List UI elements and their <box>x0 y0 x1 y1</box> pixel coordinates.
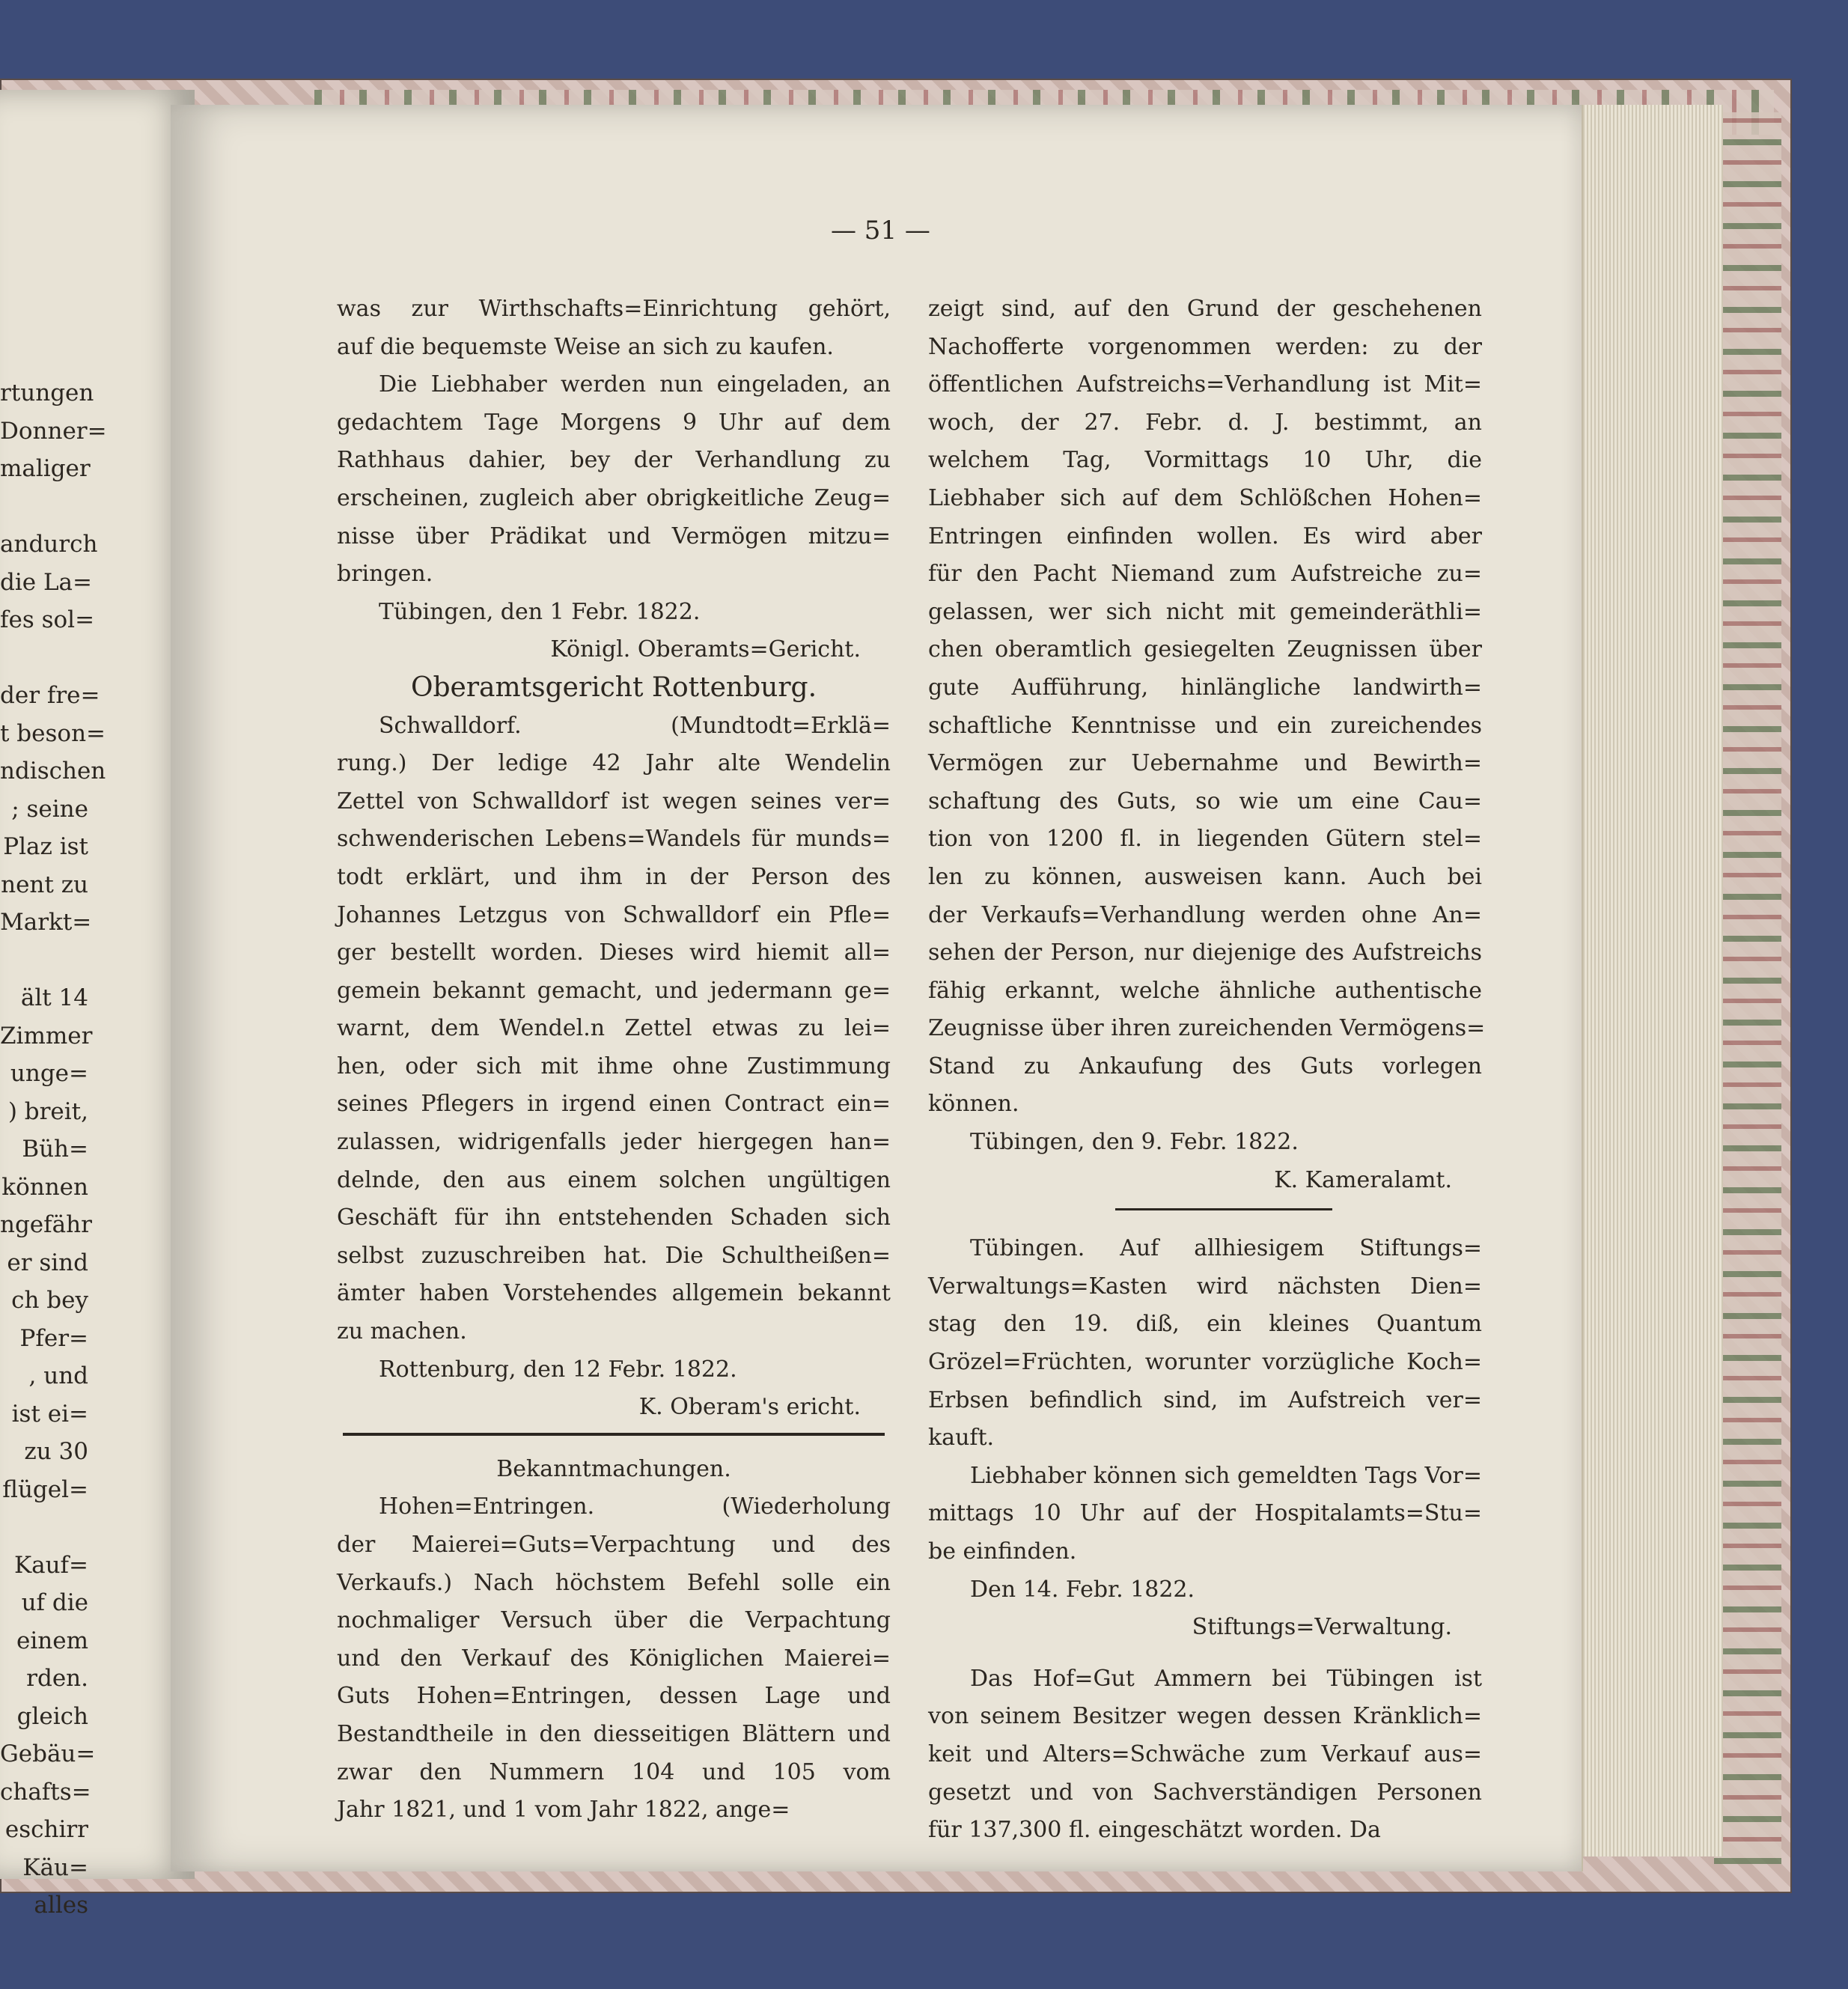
text-line: Stand zu Ankaufung des Guts vorlegen <box>928 1053 1482 1079</box>
section-divider <box>343 1433 885 1436</box>
text-line: Tübingen. Auf allhiesigem Stiftungs= <box>970 1235 1482 1262</box>
paragraph-stiftungs-kasten <box>928 1230 1482 1458</box>
cover-pattern-right <box>1714 112 1781 1864</box>
heading-oberamtsgericht-rottenburg: Oberamtsgericht Rottenburg. <box>410 671 817 703</box>
fragment-line: nent zu <box>1 871 88 898</box>
text-line: Liebhaber sich auf dem Schlößchen Hohen= <box>928 484 1482 511</box>
fragment-line <box>0 639 88 677</box>
text-line: Geschäft für ihn entstehenden Schaden sich <box>337 1204 891 1231</box>
signature-oberamtsgericht: Königl. Oberamts=Gericht. <box>550 636 861 663</box>
fragment-line: ist ei= <box>11 1400 88 1428</box>
fragment-line: Büh= <box>22 1136 88 1163</box>
text-line: welchem Tag, Vormittags 10 Uhr, die <box>928 447 1482 474</box>
dateline-rottenburg: Rottenburg, den 12 Febr. 1822. <box>379 1356 737 1383</box>
short-divider <box>1115 1208 1332 1210</box>
paragraph-liebhaber <box>337 366 891 594</box>
text-line: gelassen, wer sich nicht mit gemeinderäthli= <box>928 598 1482 625</box>
fragment-line: Markt= <box>0 909 92 936</box>
fragment-line: Zimmer <box>0 1022 93 1050</box>
fragment-line: eschirr <box>4 1816 88 1843</box>
fragment-line: Plaz ist <box>3 833 88 860</box>
text-line: Johannes Letzgus von Schwalldorf ein Pfle= <box>337 901 891 928</box>
fragment-line: Gebäu= <box>0 1740 96 1767</box>
text-line: zulassen, widrigenfalls jeder hiergegen han= <box>337 1129 891 1156</box>
fragment-line: , und <box>28 1362 88 1389</box>
text-line: Schwalldorf. (Mundtodt=Erklä= <box>379 712 891 739</box>
text-line: keit und Alters=Schwäche zum Verkauf aus= <box>928 1740 1482 1767</box>
dateline-tuebingen-1: Tübingen, den 1 Febr. 1822. <box>379 598 701 625</box>
fragment-line: ch bey <box>11 1287 88 1314</box>
fragment-line: t beson= <box>0 719 106 747</box>
paragraph-schwalldorf <box>337 707 891 1351</box>
signature-stiftungs-verwaltung: Stiftungs=Verwaltung. <box>1192 1614 1452 1641</box>
text-line: der Maierei=Guts=Verpachtung und des <box>337 1532 891 1558</box>
fragment-line: die La= <box>0 568 93 596</box>
text-line: Zettel von Schwalldorf ist wegen seines ver= <box>337 788 891 814</box>
text-line: Verkaufs.) Nach höchstem Befehl solle ein <box>337 1569 891 1596</box>
fragment-line: ngefähr <box>0 1211 92 1238</box>
text-line: können. <box>928 1091 1019 1118</box>
text-line: Entringen einfinden wollen. Es wird aber <box>928 523 1482 549</box>
text-line: Bestandtheile in den diesseitigen Blättern und <box>337 1720 891 1747</box>
text-line: tion von 1200 fl. in liegenden Gütern stel= <box>928 826 1482 853</box>
text-line: schwenderischen Lebens=Wandels für munds= <box>337 826 891 853</box>
fragment-line: flügel= <box>2 1475 88 1503</box>
fragment-line: alles <box>34 1892 88 1919</box>
text-line: erscheinen, zugleich aber obrigkeitliche Zeug= <box>337 484 891 511</box>
fragment-line: einem <box>16 1627 88 1654</box>
text-line: Guts Hohen=Entringen, dessen Lage und <box>337 1683 891 1710</box>
fragment-line: andurch <box>0 531 98 558</box>
text-line: bringen. <box>337 561 433 588</box>
paragraph-wirthschaft <box>337 290 891 366</box>
fragment-line: können <box>1 1173 88 1201</box>
text-line: Erbsen befindlich sind, im Aufstreich ver= <box>928 1386 1482 1413</box>
text-line: von seinem Besitzer wegen dessen Kränklich= <box>928 1703 1482 1730</box>
text-line: delnde, den aus einem solchen ungültigen <box>337 1166 891 1193</box>
text-line: nochmaliger Versuch über die Verpachtung <box>337 1607 891 1634</box>
text-line: Nachofferte vorgenommen werden: zu der <box>928 333 1482 360</box>
fragment-line: Pfer= <box>19 1324 88 1352</box>
text-line: Liebhaber können sich gemeldten Tags Vor= <box>970 1462 1482 1489</box>
fragment-line: rtungen <box>0 380 94 406</box>
text-line: nisse über Prädikat und Vermögen mitzu= <box>337 523 891 549</box>
fragment-line: der fre= <box>0 682 100 709</box>
text-line: ämter haben Vorstehendes allgemein bekannt <box>337 1280 891 1307</box>
fragment-line: ) breit, <box>7 1097 88 1125</box>
text-line: todt erklärt, und ihm in der Person des <box>337 863 891 890</box>
text-line: rung.) Der ledige 42 Jahr alte Wendelin <box>337 750 891 777</box>
text-line: warnt, dem Wendel.n Zettel etwas zu lei= <box>337 1015 891 1042</box>
text-line: stag den 19. diß, ein kleines Quantum <box>928 1311 1482 1338</box>
text-line: hen, oder sich mit ihme ohne Zustimmung <box>337 1053 891 1079</box>
text-line: seines Pflegers in irgend einen Contract ein= <box>337 1091 891 1118</box>
text-line: chen oberamtlich gesiegelten Zeugnissen über <box>928 636 1482 663</box>
paragraph-liebhaber-2 <box>928 1458 1482 1571</box>
text-line: selbst zuzuschreiben hat. Die Schultheißen= <box>337 1242 891 1269</box>
fragment-line: Donner= <box>0 417 107 445</box>
fragment-line: maliger <box>0 455 91 482</box>
fragment-line: Käu= <box>22 1854 88 1881</box>
text-line: was zur Wirthschafts=Einrichtung gehört, <box>337 296 891 322</box>
dateline-14-febr: Den 14. Febr. 1822. <box>970 1576 1195 1603</box>
text-line: mittags 10 Uhr auf der Hospitalamts=Stu= <box>928 1500 1482 1527</box>
page-number: — 51 — <box>831 216 930 246</box>
text-line: Verwaltungs=Kasten wird nächsten Dien= <box>928 1273 1482 1300</box>
text-column-right <box>928 290 1486 1850</box>
fragment-line: rden. <box>26 1665 88 1692</box>
paragraph-nachofferte <box>928 290 1486 1124</box>
text-line: gesetzt und von Sachverständigen Personen <box>928 1779 1482 1806</box>
paragraph-hohen-entringen <box>337 1488 891 1829</box>
paragraph-hof-gut-ammern <box>928 1660 1482 1850</box>
signature-oberamtsgericht-2: K. Oberam's ericht. <box>638 1394 861 1421</box>
text-line: zeigt sind, auf den Grund der geschehenen <box>928 296 1482 322</box>
fragment-line: ndischen <box>0 758 106 785</box>
text-line: der Verkaufs=Verhandlung werden ohne An= <box>928 901 1482 928</box>
fragment-line <box>0 488 88 526</box>
text-column-left <box>337 290 891 1830</box>
fragment-line <box>0 1508 88 1547</box>
text-line: öffentlichen Aufstreichs=Verhandlung ist Mit= <box>928 371 1482 398</box>
fragment-line: Kauf= <box>13 1551 88 1579</box>
text-line: zu machen. <box>337 1318 467 1345</box>
fragment-line: gleich <box>16 1702 88 1730</box>
left-page-text <box>0 374 107 1925</box>
text-line: gemein bekannt gemacht, und jedermann ge= <box>337 977 891 1004</box>
text-line: und den Verkauf des Königlichen Maierei= <box>337 1645 891 1672</box>
heading-bekanntmachungen: Bekanntmachungen. <box>496 1455 731 1482</box>
text-line: auf die bequemste Weise an sich zu kaufen. <box>337 333 834 360</box>
fragment-line: chafts= <box>0 1778 91 1806</box>
fragment-line: er sind <box>7 1249 88 1276</box>
text-line: sehen der Person, nur diejenige des Aufstreichs <box>928 939 1482 966</box>
text-line: Grözel=Früchten, worunter vorzügliche Koch= <box>928 1349 1482 1376</box>
fragment-line: ält 14 <box>20 984 88 1011</box>
fragment-line: zu 30 <box>24 1438 88 1465</box>
text-line: Das Hof=Gut Ammern bei Tübingen ist <box>970 1665 1482 1692</box>
fragment-line: unge= <box>10 1060 88 1087</box>
fragment-line: ; seine <box>11 795 88 823</box>
text-line: fähig erkannt, welche ähnliche authentische <box>928 977 1482 1004</box>
text-line: Zeugnisse über ihren zureichenden Vermögens= <box>928 1015 1486 1042</box>
text-line: be einfinden. <box>928 1538 1077 1565</box>
text-line: ger bestellt worden. Dieses wird hiemit all= <box>337 939 891 966</box>
text-line: Jahr 1821, und 1 vom Jahr 1822, ange= <box>337 1797 790 1824</box>
text-line: für den Pacht Niemand zum Aufstreiche zu= <box>928 561 1482 588</box>
fragment-line: uf die <box>21 1589 88 1616</box>
text-line: Vermögen zur Uebernahme und Bewirth= <box>928 750 1482 777</box>
left-page <box>0 90 195 1919</box>
text-line: Rathhaus dahier, bey der Verhandlung zu <box>337 447 891 474</box>
text-line: woch, der 27. Febr. d. J. bestimmt, an <box>928 409 1482 436</box>
fragment-line: fes sol= <box>0 606 95 633</box>
dateline-tuebingen-2: Tübingen, den 9. Febr. 1822. <box>970 1129 1299 1156</box>
text-line: len zu können, ausweisen kann. Auch bei <box>928 863 1482 890</box>
text-line: schaftung des Guts, so wie um eine Cau= <box>928 788 1482 814</box>
text-line: zwar den Nummern 104 und 105 vom <box>337 1758 891 1785</box>
signature-kameralamt: K. Kameralamt. <box>1274 1166 1452 1193</box>
page-edges <box>1572 105 1723 1856</box>
text-line: schaftliche Kenntnisse und ein zureichendes <box>928 712 1482 739</box>
text-line: gute Aufführung, hinlängliche landwirth= <box>928 674 1482 701</box>
text-line: Hohen=Entringen. (Wiederholung <box>379 1493 891 1520</box>
text-line: gedachtem Tage Morgens 9 Uhr auf dem <box>337 409 891 436</box>
text-line: kauft. <box>928 1425 995 1452</box>
text-line: für 137,300 fl. eingeschätzt worden. Da <box>928 1817 1381 1844</box>
fragment-line <box>0 942 88 980</box>
text-line: Die Liebhaber werden nun eingeladen, an <box>379 371 891 398</box>
